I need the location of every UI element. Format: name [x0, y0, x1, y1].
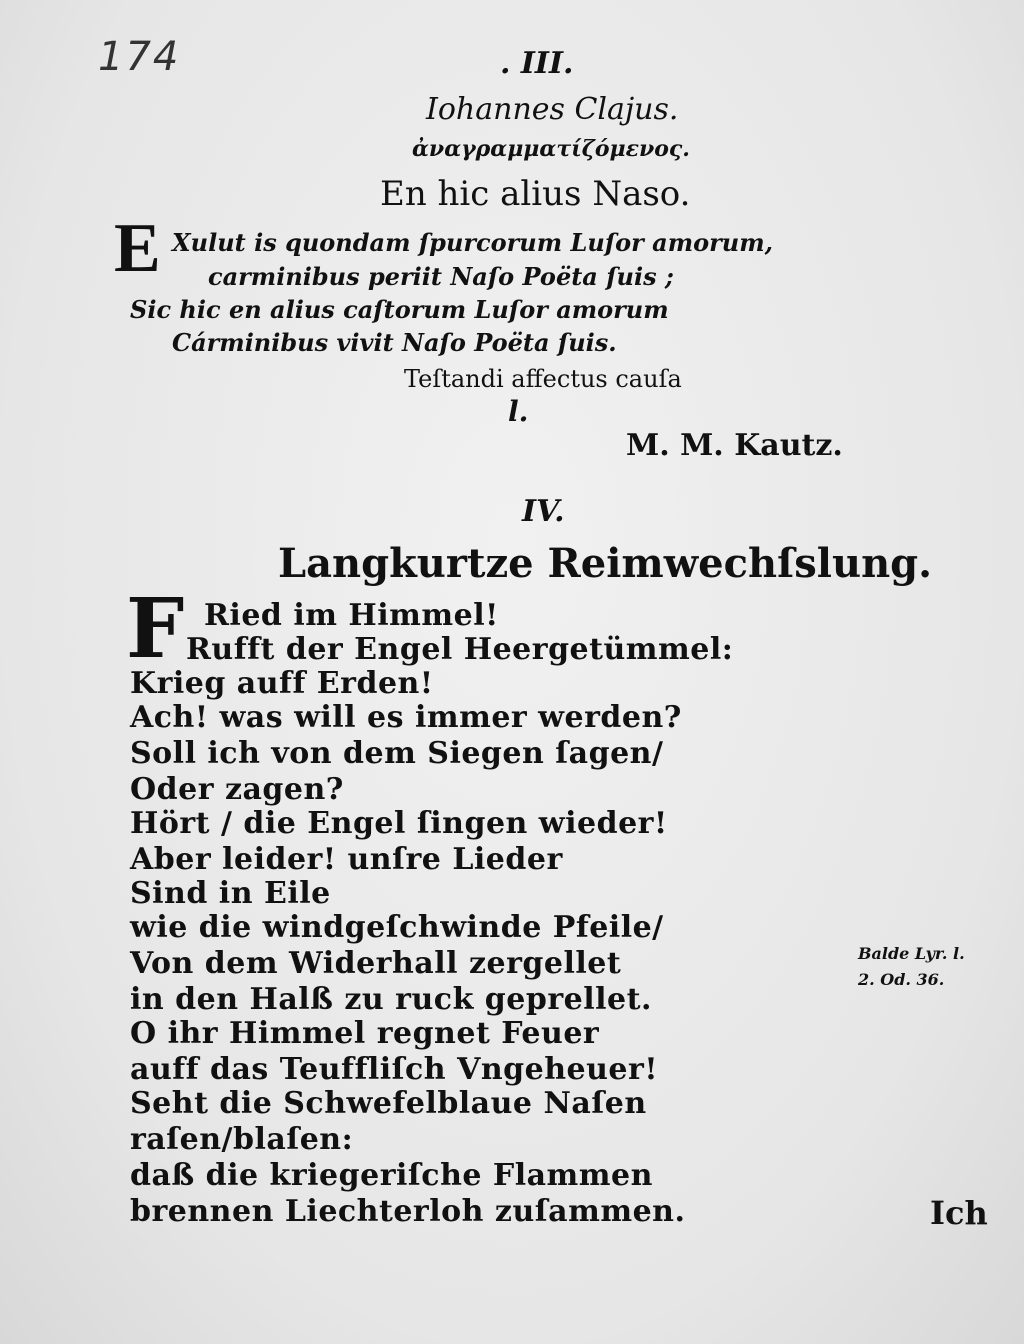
initial-l: l. [508, 395, 529, 428]
margin-note-line-2: 2. Od. 36. [858, 970, 945, 989]
poem-line-1: Ried im Himmel! [204, 598, 499, 633]
poem-line-11: Von dem Widerhall zergellet [130, 946, 622, 981]
poem-line-17: daß die kriegeriſche Flammen [130, 1158, 653, 1193]
poem-line-18: brennen Liechterloh zuſammen. [130, 1194, 686, 1229]
poem-line-9: Sind in Eile [130, 876, 331, 911]
poem-line-2: Rufft der Engel Heergetümmel: [186, 632, 734, 667]
testandi-line: Teſtandi affectus cauſa [404, 365, 682, 393]
poem-line-6: Oder zagen? [130, 772, 344, 807]
signature: M. M. Kautz. [626, 428, 843, 463]
poem-title: Langkurtze Reimwechſslung. [278, 540, 933, 587]
poem-line-10: wie die windgeſchwinde Pfeile/ [130, 910, 664, 945]
poem-line-12: in den Halß zu ruck geprellet. [130, 982, 652, 1017]
poem-line-13: O ihr Himmel regnet Feuer [130, 1016, 600, 1051]
section-number-4: IV. [522, 494, 565, 529]
poem-line-15: Seht die Schwefelblaue Naſen [130, 1086, 647, 1121]
poem-line-3: Krieg auff Erden! [130, 666, 434, 701]
section-heading: En hic alius Naso. [380, 174, 691, 214]
poem-line-5: Soll ich von dem Siegen ſagen/ [130, 736, 664, 771]
poem-line-14: auff das Teuffliſch Vngeheuer! [130, 1052, 658, 1087]
poem-line-4: Ach! was will es immer werden? [130, 700, 682, 735]
latin-line-4: Cárminibus vivit Naſo Poëta ſuis. [172, 328, 617, 357]
folio-number: 174 [98, 34, 181, 80]
poem-line-16: raſen/blaſen: [130, 1122, 354, 1157]
drop-cap-e: E [114, 210, 161, 287]
margin-note-line-1: Balde Lyr. l. [858, 944, 965, 963]
catchword: Ich [930, 1194, 988, 1232]
poem-line-8: Aber leider! unſre Lieder [130, 842, 563, 877]
latin-line-3: Sic hic en alius caſtorum Luſor amorum [130, 295, 669, 324]
poem-line-7: Hört / die Engel ſingen wieder! [130, 806, 668, 841]
author-name: Iohannes Clajus. [426, 92, 679, 127]
section-number-3: . III. [500, 46, 574, 81]
drop-cap-f: F [126, 581, 185, 677]
latin-line-1: Xulut is quondam ſpurcorum Luſor amorum, [172, 228, 773, 257]
latin-line-2: carminibus periit Naſo Poëta ſuis ; [208, 262, 674, 291]
greek-anagram: ἀναγραμματίζόμενος. [412, 136, 690, 162]
